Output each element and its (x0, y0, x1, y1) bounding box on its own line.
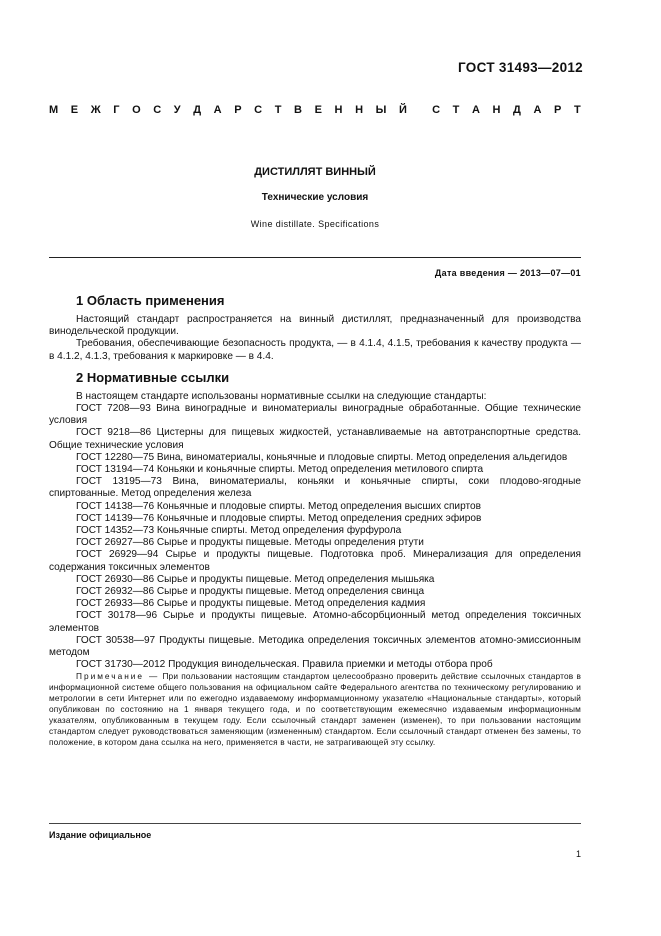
reference-item: ГОСТ 14138—76 Коньячные и плодовые спирты. Метод определения высших спиртов (76, 500, 481, 512)
document-title: ДИСТИЛЛЯТ ВИННЫЙ (254, 166, 376, 178)
banner-letter: Н (355, 104, 364, 116)
section-2-heading: 2 Нормативные ссылки (76, 369, 230, 385)
banner-letter: Д (193, 104, 202, 116)
document-title-english: Wine distillate. Specifications (250, 219, 380, 229)
header-divider (49, 257, 581, 258)
section-1-heading: 1 Область применения (76, 293, 225, 308)
reference-item: ГОСТ 14352—73 Коньячные спирты. Метод определения фурфурола (76, 525, 402, 537)
document-body (49, 293, 581, 748)
section-2-intro: В настоящем стандарте использованы нормативные ссылки на следующие стандарты: (76, 390, 487, 402)
reference-item: ГОСТ 26927—86 Сырье и продукты пищевые. Методы определения ртути (76, 537, 424, 549)
banner-letter: Т (573, 104, 581, 116)
section-1-paragraph-1: Настоящий стандарт распространяется на винный дистиллят, предназначенный для производства винодельческой продукции. (49, 314, 581, 338)
reference-item: ГОСТ 30538—97 Продукты пищевые. Методика определения токсичных элементов атомно-эмиссионным методом (49, 634, 581, 659)
reference-item: ГОСТ 13194—74 Коньяки и коньячные спирты. Метод определения метилового спирта (76, 464, 484, 476)
banner-letter: У (173, 104, 181, 116)
references-note (49, 671, 581, 748)
banner-letter: Д (513, 104, 521, 116)
normative-references-list (49, 403, 581, 671)
reference-item: ГОСТ 31730—2012 Продукция винодельческая. Правила приемки и методы отбора проб (76, 659, 493, 671)
banner-letter: Г (113, 104, 120, 116)
banner-letter: Е (70, 104, 79, 116)
banner-letter: С (254, 104, 263, 116)
reference-item: ГОСТ 26930—86 Сырье и продукты пищевые. Метод определения мышьяка (76, 573, 435, 585)
introduction-date: Дата введения — 2013—07—01 (434, 268, 581, 278)
banner-letter: О (132, 104, 141, 116)
banner-letter: С (153, 104, 162, 116)
note-lead: Примечание — (76, 671, 160, 682)
section-1-paragraph-2: Требования, обеспечивающие безопасность продукта, — в 4.1.4, 4.1.5, требования к качеству продукта — в 4.1.2, 4.1.3, требования к маркировке — в 4.4. (49, 338, 581, 362)
banner-letter: Р (554, 104, 562, 116)
reference-item: ГОСТ 13195—73 Вина, виноматериалы, коньяки и коньячные спирты, соки плодово-ягодные спиртованные. Метод определения железа (49, 476, 581, 500)
reference-item: ГОСТ 7208—93 Вина виноградные и виноматериалы виноградные обработанные. Общие технические условия (49, 403, 581, 427)
banner-interstate-standard (49, 104, 581, 116)
reference-item: ГОСТ 26932—86 Сырье и продукты пищевые. Метод определения свинца (76, 586, 425, 598)
banner-letter: Н (334, 104, 343, 116)
banner-letter: Ж (90, 104, 101, 116)
reference-item: ГОСТ 26929—94 Сырье и продукты пищевые. Подготовка проб. Минерализация для определения содержания токсичных элементов (49, 549, 581, 573)
page-number: 1 (575, 849, 581, 859)
banner-letter: А (533, 104, 542, 116)
document-subtitle: Технические условия (261, 192, 369, 203)
banner-letter: А (471, 104, 480, 116)
banner-letter: Н (492, 104, 501, 116)
banner-letter: Т (452, 104, 460, 116)
standard-code: ГОСТ 31493—2012 (458, 60, 583, 75)
banner-letter: В (294, 104, 302, 116)
note-text: При пользовании настоящим стандартом целесообразно проверить действие ссылочных стандартов в информационной системе общего пользования на официальном сайте Федерального агентства по техническому регулированию и метрологии в сети Интернет или по ежегодно издаваемому информамционному указателю «Национальные стандарты», который опубликован по состоянию на 1 января текущего года, и по соответствующим ежемесячно издаваемым информационным указателям, опубликованным в текущем году. Если ссылочный стандарт заменен (изменен), то при пользовании настоящим стандартом следует руководствоваться заменяющим (измененным) стандартом. Если ссылочный стандарт отменен без замены, то положение, в котором дана ссылка на него, применяется в части, не затрагивающей эту ссылку. (49, 671, 582, 748)
banner-letter: А (213, 104, 222, 116)
banner-letter: Р (234, 104, 242, 116)
reference-item: ГОСТ 12280—75 Вина, виноматериалы, коньячные и плодовые спирты. Метод определения альдегидов (76, 451, 568, 463)
reference-item: ГОСТ 9218—86 Цистерны для пищевых жидкостей, устанавливаемые на автотранспортные средства. Общие технические условия (49, 427, 581, 451)
footer-divider (49, 823, 581, 824)
banner-letter: М (49, 104, 59, 116)
banner-letter: Т (274, 104, 282, 116)
banner-letter: Ы (375, 104, 387, 116)
reference-item: ГОСТ 30178—96 Сырье и продукты пищевые. Атомно-абсорбционный метод определения токсичных элементов (49, 610, 581, 634)
banner-letter: Е (314, 104, 322, 116)
banner-letter: Й (398, 104, 407, 116)
reference-item: ГОСТ 26933—86 Сырье и продукты пищевые. Метод определения кадмия (76, 598, 426, 610)
banner-letter: С (432, 104, 441, 116)
reference-item: ГОСТ 14139—76 Коньячные и плодовые спирты. Метод определения средних эфиров (76, 512, 482, 524)
official-edition-label: Издание официальное (49, 830, 152, 840)
